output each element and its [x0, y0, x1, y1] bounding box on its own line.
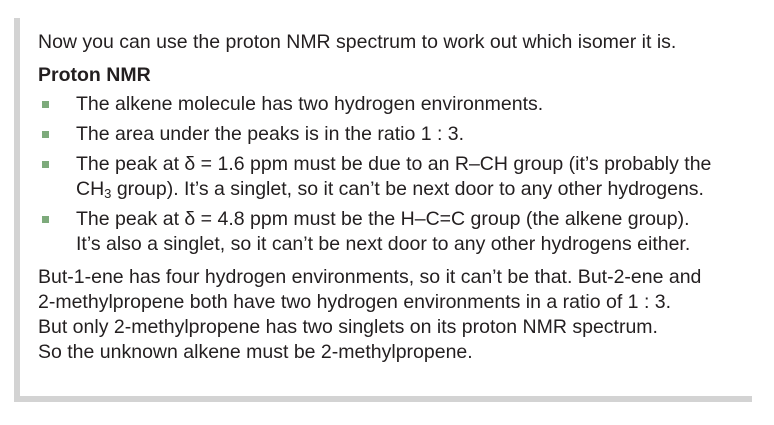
conclusion-line: But only 2-methylpropene has two singlets on its proton NMR spectrum.	[38, 316, 658, 338]
content-body	[38, 30, 744, 365]
content-panel	[14, 18, 752, 402]
bullet-text-line	[76, 177, 744, 202]
bullet-item	[38, 92, 744, 117]
bullet-square-icon	[42, 216, 49, 223]
bullet-text: The alkene molecule has two hydrogen environments.	[76, 93, 544, 115]
bullet-text-rest: group). It’s a singlet, so it can’t be next door to any other hydrogens.	[111, 178, 704, 200]
conclusion-line: But-1-ene has four hydrogen environments, so it can’t be that. But-2-ene and	[38, 266, 702, 288]
bullet-item	[38, 122, 744, 147]
bullet-square-icon	[42, 161, 49, 168]
bullet-list	[38, 92, 744, 257]
bullet-item	[38, 152, 744, 202]
conclusion-paragraph	[38, 265, 744, 365]
formula-ch: CH	[76, 178, 105, 200]
bullet-item	[38, 207, 744, 257]
section-heading: Proton NMR	[38, 64, 151, 86]
bullet-square-icon	[42, 131, 49, 138]
bullet-square-icon	[42, 101, 49, 108]
conclusion-line: So the unknown alkene must be 2-methylpropene.	[38, 341, 473, 363]
intro-text: Now you can use the proton NMR spectrum to work out which isomer it is.	[38, 31, 677, 53]
bullet-text-line: The peak at δ = 4.8 ppm must be the H–C=C group (the alkene group).	[76, 208, 690, 230]
bullet-text-line: The peak at δ = 1.6 ppm must be due to an R–CH group (it’s probably the	[76, 153, 712, 175]
conclusion-line: 2-methylpropene both have two hydrogen environments in a ratio of 1 : 3.	[38, 291, 672, 313]
formula-subscript: 3	[104, 186, 112, 201]
bullet-text: The area under the peaks is in the ratio 1 : 3.	[76, 123, 465, 145]
bullet-text-line: It’s also a singlet, so it can’t be next door to any other hydrogens either.	[76, 233, 691, 255]
